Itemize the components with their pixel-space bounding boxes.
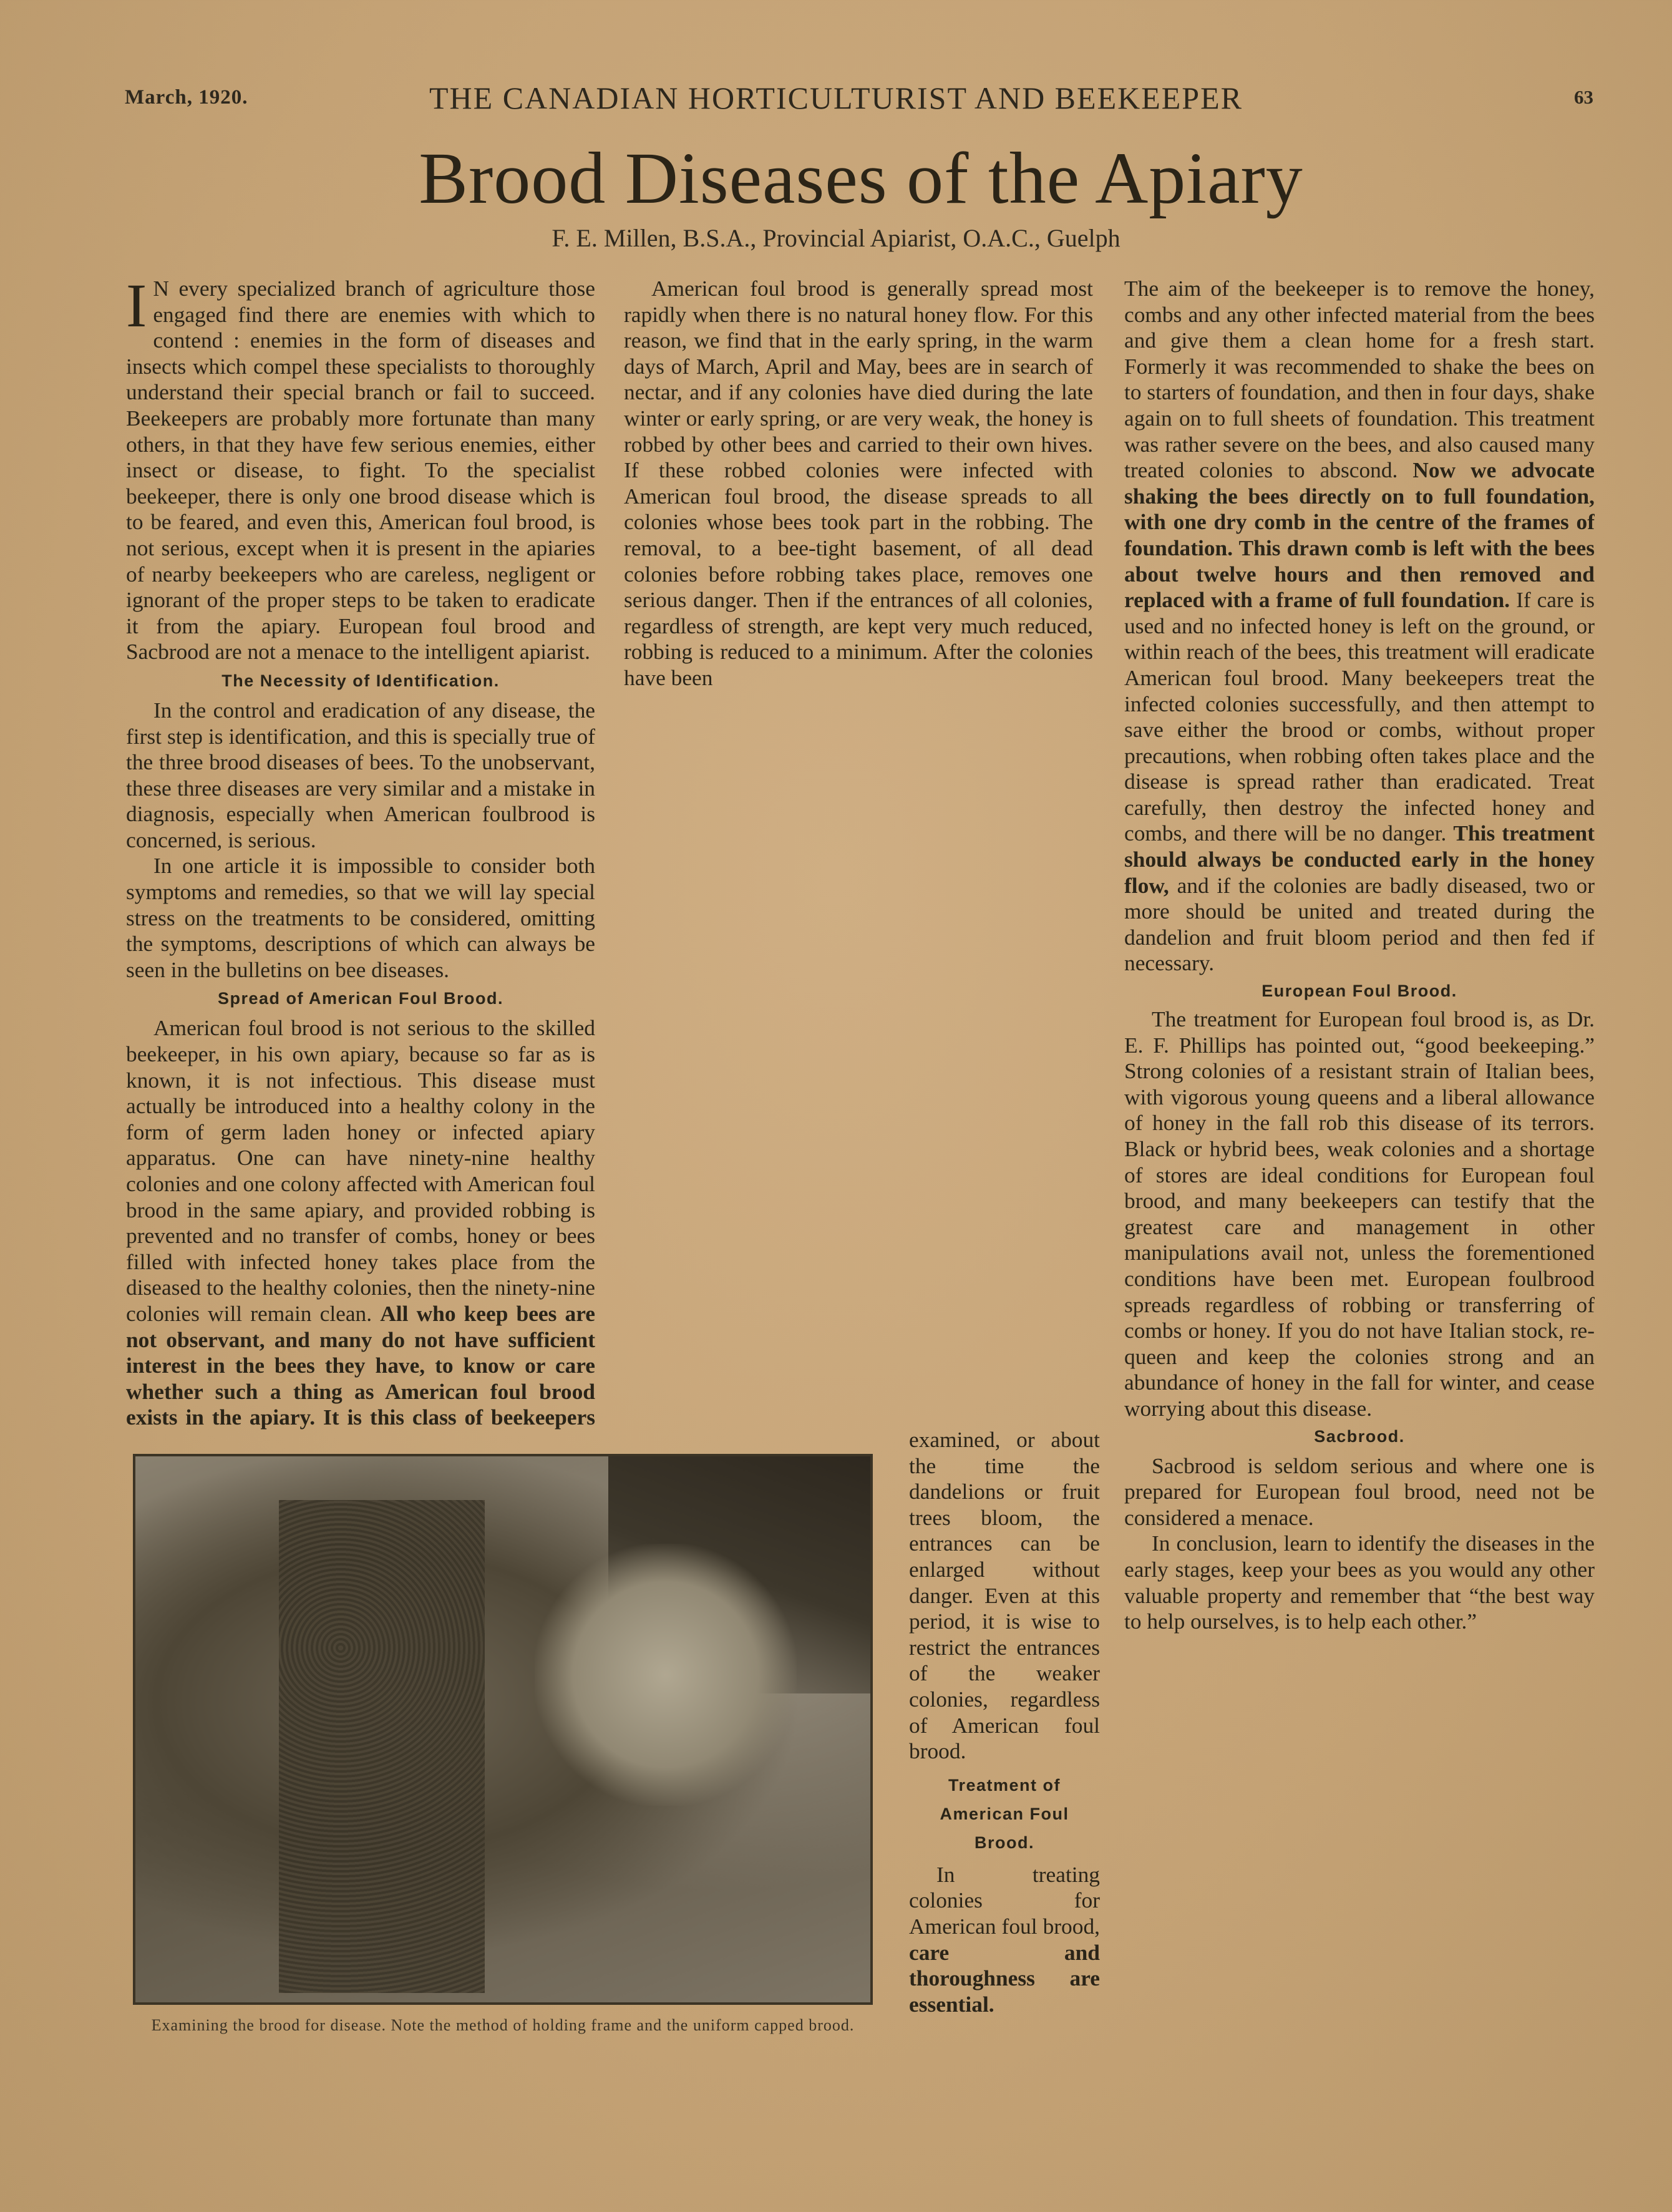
paragraph-sacbrood: Sacbrood is seldom serious and where one is prepared for European foul brood, need not be considered a menace. — [1124, 1453, 1595, 1530]
paragraph-treatment-1 — [909, 1862, 1100, 2018]
paragraph-spread-2-continued: examined, or about the time the dandelions or fruit trees bloom, the entrances can be enlarged without danger. Even at this period, it is wise to restrict the entrances of the weaker colonies, regardless of American foul brood. — [909, 1427, 1100, 1764]
subheading-spread: Spread of American Foul Brood. — [217, 989, 504, 1008]
subheading-sacbrood: Sacbrood. — [1314, 1426, 1405, 1446]
paragraph-treatment-1-emphasis: care and thoroughness are essential. — [909, 1939, 1100, 2017]
paragraph-treatment-2 — [1124, 276, 1595, 977]
paragraph-treatment-3-text: If care is used and no infected honey is left on the ground, or within reach of the bees, this treatment will eradicate American foul brood. Many beekeepers treat the infected colonies successfully, and then attempt to save either the brood or combs, without proper precautions, when robbing often takes place and the disease is spread rather than eradicated. Treat carefully, then destroy the infected honey and combs, and there will be no danger. — [1124, 587, 1595, 846]
article-title: Brood Diseases of the Apiary — [419, 137, 1303, 219]
paragraph-treatment-2-text: The aim of the beekeeper is to remove the honey, combs and any other infected material from the bees and give them a clean home for a fresh start. Formerly it was recommended to shake the bees on to starters of foundation, and then in four days, shake again on to full sheets of foundation. This treatment was rather severe on the bees, and also caused many treated colonies to abscond. — [1124, 276, 1595, 483]
paragraph-treatment-3-emphasis: This treatment should always be conducted early in the honey flow, — [1124, 821, 1595, 898]
drop-cap: I — [126, 276, 147, 340]
paragraph-european: The treatment for European foul brood is, as Dr. E. F. Phillips has pointed out, “good beekeeping.” Strong colonies of a resistant strain of Italian bees, with vigorous young queens and a liberal allowance of honey in the fall rob this disease of its terrors. Black or hybrid bees, weak colonies and a shortage of stores are ideal conditions for European foul brood, and many beekeepers can testify that the greatest care and management in other manipulations avail not, unless the forementioned conditions have been met. European foulbrood spreads regardless of robbing or transferring of combs or honey. If you do not have Italian stock, re-queen and keep the colonies strong and an abundance of honey in the fall for winter, and cease worrying about this disease. — [1124, 1006, 1595, 1421]
photo-caption: Examining the brood for disease. Note the method of holding frame and the uniform capped brood. — [151, 2016, 855, 2034]
paragraph-identification-2: In one article it is impossible to consider both symptoms and remedies, so that we will lay special stress on the treatments to be considered, omitting the symptoms, descriptions of which can always be seen in the bulletins on bee diseases. — [126, 853, 595, 982]
paragraph-spread-1-emphasis: All who keep bees are not observant, and many do not have sufficient interest in the bees they have, to know or care whether such a thing as American foul brood exists in the apiary. It is this class of beekeepers — [126, 1300, 595, 1430]
intro-paragraph — [126, 276, 595, 665]
column-3 — [1124, 276, 1595, 2059]
subheading-identification: The Necessity of Identification. — [221, 671, 500, 690]
subheading-treatment: Treatment of American Foul Brood. — [940, 1775, 1069, 1852]
paragraph-treatment-4-text: and if the colonies are badly diseased, two or more should be united and treated during the dandelion and fruit bloom period and then fed if necessary. — [1124, 872, 1595, 976]
column-2-narrow — [909, 1427, 1100, 2017]
column-2-top — [624, 276, 1093, 1434]
paragraph-treatment-1-text: In treating colonies for American foul brood, — [909, 1861, 1100, 1939]
publication-title: THE CANADIAN HORTICULTURIST AND BEEKEEPER — [429, 80, 1243, 115]
paragraph-identification-1: In the control and eradication of any disease, the first step is identification, and this is specially true of the three brood diseases of bees. To the unobservant, these three diseases are very similar and a mistake in diagnosis, especially when American foulbrood is concerned, is serious. — [126, 697, 595, 852]
subheading-european: European Foul Brood. — [1261, 982, 1457, 1001]
brood-frame-image — [279, 1500, 485, 1993]
issue-date: March, 1920. — [125, 86, 248, 109]
paragraph-spread-1-text: American foul brood is not serious to the skilled beekeeper, in his own apiary, because so far as is known, it is not infectious. This disease must actually be introduced into a healthy colony in the form of germ laden honey or infected apiary apparatus. One can have ninety-nine healthy colonies and one colony affected with American foul brood in the same apiary, and provided robbing is prevented and no transfer of combs, honey or bees filled with infected honey takes place from the diseased to the healthy colonies, then the ninety-nine colonies will remain clean. — [126, 1015, 595, 1326]
paragraph-spread-2: American foul brood is generally spread most rapidly when there is no natural honey flow. For this reason, we find that in the early spring, in the warm days of March, April and May, bees are in search of nectar, and if any colonies have died during the late winter or early spring, or are very weak, the honey is robbed by other bees and carried to their own hives. If these robbed colonies were infected with American foul brood, the disease spreads to all colonies whose bees took part in the robbing. The removal, to a bee-tight basement, of all dead colonies before robbing takes place, removes one serious danger. Then if the entrances of all colonies, regardless of strength, are kept very much reduced, robbing is reduced to a minimum. After the colonies have been — [624, 276, 1093, 690]
paragraph-conclusion: In conclusion, learn to identify the diseases in the early stages, keep your bees as you would any other valuable property and remember that “the best way to help ourselves, is to help each other.” — [1124, 1531, 1595, 1634]
article-byline: F. E. Millen, B.S.A., Provincial Apiarist, O.A.C., Guelph — [552, 224, 1120, 252]
page-number: 63 — [1574, 86, 1593, 108]
column-1 — [126, 276, 595, 1434]
hand-image — [535, 1544, 797, 1806]
paragraph-treatment-2-emphasis: Now we advocate shaking the bees directly on to full foundation, with one dry comb in the centre of the frames of foundation. This drawn comb is left with the bees about twelve hours and then removed and replaced with a frame of full foundation. — [1124, 457, 1595, 613]
intro-text: N every specialized branch of agriculture those engaged find there are enemies with which to contend : enemies in the form of diseases and insects which compel these specialists to thoroughly understand their special branch or fail to succeed. Beekeepers are probably more fortunate than many others, in that they have few serious enemies, either insect or disease, to fight. To the specialist beekeeper, there is only one brood disease which is to be feared, and even this, American foul brood, is not serious, except when it is present in the apiaries of nearby beekeepers who are careless, negligent or ignorant of the proper steps to be taken to eradicate it from the apiary. European foul brood and Sacbrood are not a menace to the intelligent apiarist. — [126, 276, 595, 665]
brood-examination-photo — [133, 1454, 873, 2005]
